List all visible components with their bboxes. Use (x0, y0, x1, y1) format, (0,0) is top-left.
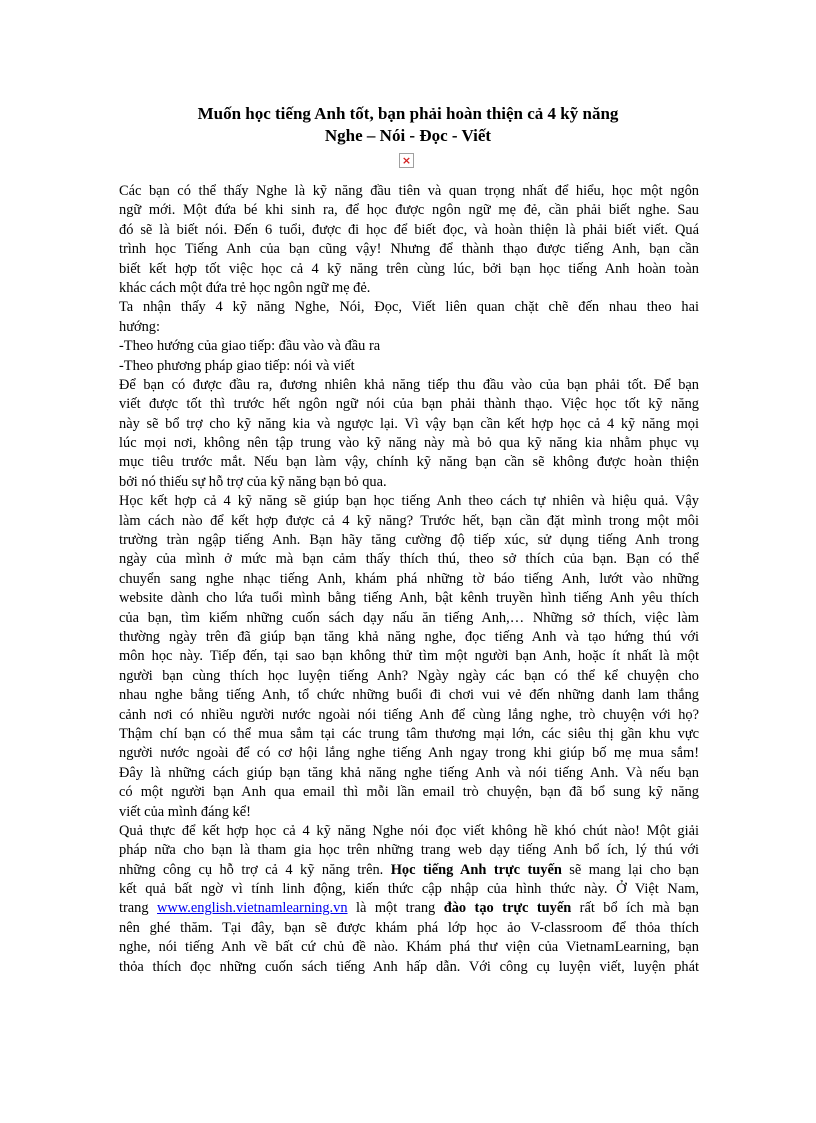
text-line: viết của mình đáng kể! (119, 803, 251, 820)
bold-phrase: Học tiếng Anh trực tuyến (390, 861, 562, 878)
text-line: viết được tốt thì trước hết ngôn ngữ nói của bạn phải thành thạo. Việc học tốt kỹ năng (119, 396, 699, 413)
document-title: Muốn học tiếng Anh tốt, bạn phải hoàn thiện cả 4 kỹ năng (197, 104, 619, 123)
text-line: lúc mọi nơi, không nên tập trung vào kỹ năng này mà bỏ qua kỹ năng kia nhằm phục vụ (119, 435, 699, 452)
text-line: biết kết hợp tốt việc học cả 4 kỹ năng trên cùng lúc, bởi bạn học tiếng Anh hoàn toàn (119, 260, 699, 277)
text-line: trang www.english.vietnamlearning.vn là một trang đào tạo trực tuyến rất bổ ích mà bạn (119, 900, 699, 917)
text-line: Để bạn có được đầu ra, đương nhiên khả năng tiếp thu đầu vào của bạn phải tốt. Để bạn (119, 376, 699, 393)
document-subtitle: Nghe – Nói - Đọc - Viết (324, 126, 492, 145)
text-line: pháp nữa cho bạn là tham gia học trên những trang web dạy tiếng Anh bổ ích, lý thú với (119, 842, 699, 859)
text-line: Các bạn có thể thấy Nghe là kỹ năng đầu tiên và quan trọng nhất để hiểu, học một ngôn (119, 183, 699, 199)
text-line: website dành cho lứa tuổi mình bằng tiếng Anh, bật kênh truyền hình tiếng Anh yêu thích (119, 590, 699, 607)
text-line: cảnh nơi có nhiều người nước ngoài nói tiếng Anh để cùng lắng nghe, trò chuyện với họ? (119, 706, 699, 723)
text-line: hướng: (119, 318, 160, 335)
text-line: bởi nó thiếu sự hỗ trợ của kỹ năng bạn bỏ qua. (119, 473, 387, 490)
text-line: trình học Tiếng Anh của bạn cũng vậy! Nhưng để thành thạo được tiếng Anh, bạn cần (119, 241, 699, 258)
text-line: Học kết hợp cả 4 kỹ năng sẽ giúp bạn học tiếng Anh theo cách tự nhiên và hiệu quả. Vậy (119, 493, 699, 510)
text-line: Thậm chí bạn có thể mua sắm tại các trung tâm thương mại lớn, các siêu thị gần khu vực (119, 725, 699, 742)
vietnamlearning-link[interactable]: www.english.vietnamlearning.vn (157, 900, 348, 917)
text-line: -Theo hướng của giao tiếp: đầu vào và đầu ra (119, 338, 381, 355)
text-line: Ta nhận thấy 4 kỹ năng Nghe, Nói, Đọc, Viết liên quan chặt chẽ đến nhau theo hai (119, 299, 699, 316)
text-line: chuyển sang nghe nhạc tiếng Anh, khám phá những tờ báo tiếng Anh, lướt vào những (119, 570, 699, 587)
text-line: trường tràn ngập tiếng Anh. Bạn hãy tăng cường độ tiếp xúc, sử dụng tiếng Anh trong (119, 532, 699, 549)
text-line: nhau nghe bằng tiếng Anh, tổ chức những buổi đi chơi vui vẻ đến những danh lam thắng (119, 687, 699, 704)
text-line: Đây là những cách giúp bạn tăng khả năng nghe tiếng Anh và nói tiếng Anh. Và nếu bạn (119, 764, 699, 781)
text-line: đó sẽ là biết nói. Đến 6 tuổi, được đi học để biết đọc, và hoàn thiện là phải biết viết. Quá (119, 221, 699, 238)
text-line: nên ghé thăm. Tại đây, bạn sẽ được khám phá lớp học ảo V-classroom để thỏa thích (119, 919, 699, 936)
text-line: mục tiêu trước mắt. Nếu bạn làm vậy, chính kỹ năng bạn cần sẽ không được hoàn thiện (119, 454, 699, 471)
text-line: kết quả bất ngờ vì tính linh động, kiến thức cập nhập của hình thức này. Ở Việt Nam, (119, 881, 699, 898)
text-line: ngữ mới. Một đứa bé khi sinh ra, để học được ngôn ngữ mẹ đẻ, cần phải biết nghe. Sau (119, 202, 699, 219)
text-line: những công cụ hỗ trợ cả 4 kỹ năng trên. Học tiếng Anh trực tuyến sẽ mang lại cho bạn (119, 861, 699, 878)
text-line: môn học này. Tiếp đến, tại sao bạn không thử tìm một người bạn Anh, hoặc ít nhất là một (119, 648, 699, 665)
text-line: này sẽ bổ trợ cho kỹ năng kia và ngược lại. Vì vậy bạn cần kết hợp học cả 4 kỹ năng mọi (119, 415, 699, 432)
text-line: người bạn cùng thích học luyện tiếng Anh? Ngày ngày các bạn có thể kể chuyện cho (119, 667, 699, 684)
text-line: người nước ngoài để có cơ hội lắng nghe tiếng Anh ngay trong khi giúp bố mẹ mua sắm! (119, 745, 699, 762)
text-line: có một người bạn Anh qua email thì mỗi lần email trò chuyện, bạn đã bổ sung kỹ năng (119, 784, 699, 801)
broken-image-icon: × (399, 153, 414, 168)
bold-phrase: đào tạo trực tuyến (443, 900, 572, 917)
article-body (119, 182, 699, 977)
text-line: nghe, nói tiếng Anh về bất cứ chủ đề nào. Khám phá thư viện của VietnamLearning, bạn (119, 939, 699, 956)
text-line: của bạn, tìm kiếm những cuốn sách dạy nấu ăn tiếng Anh,… Những sở thích, việc làm (119, 609, 699, 626)
text-line: khác cách một đứa trẻ học ngôn ngữ mẹ đẻ. (119, 279, 371, 296)
text-line: ngày của mình ở mức mà bạn cảm thấy thích thú, theo sở thích của bạn. Bạn có thể (119, 551, 699, 568)
text-line: thường ngày trên đã giúp bạn tăng khả năng nghe, đọc tiếng Anh và tạo hứng thú với (119, 628, 699, 645)
text-line: thỏa thích đọc những cuốn sách tiếng Anh hấp dẫn. Với công cụ luyện viết, luyện phát (119, 958, 699, 975)
text-line: làm cách nào để kết hợp được cả 4 kỹ năng? Trước hết, bạn cần đặt mình trong một môi (119, 512, 699, 529)
text-line: -Theo phương pháp giao tiếp: nói và viết (119, 357, 355, 374)
text-line: Quả thực để kết hợp học cả 4 kỹ năng Nghe nói đọc viết không hề khó chút nào! Một giải (119, 822, 699, 839)
